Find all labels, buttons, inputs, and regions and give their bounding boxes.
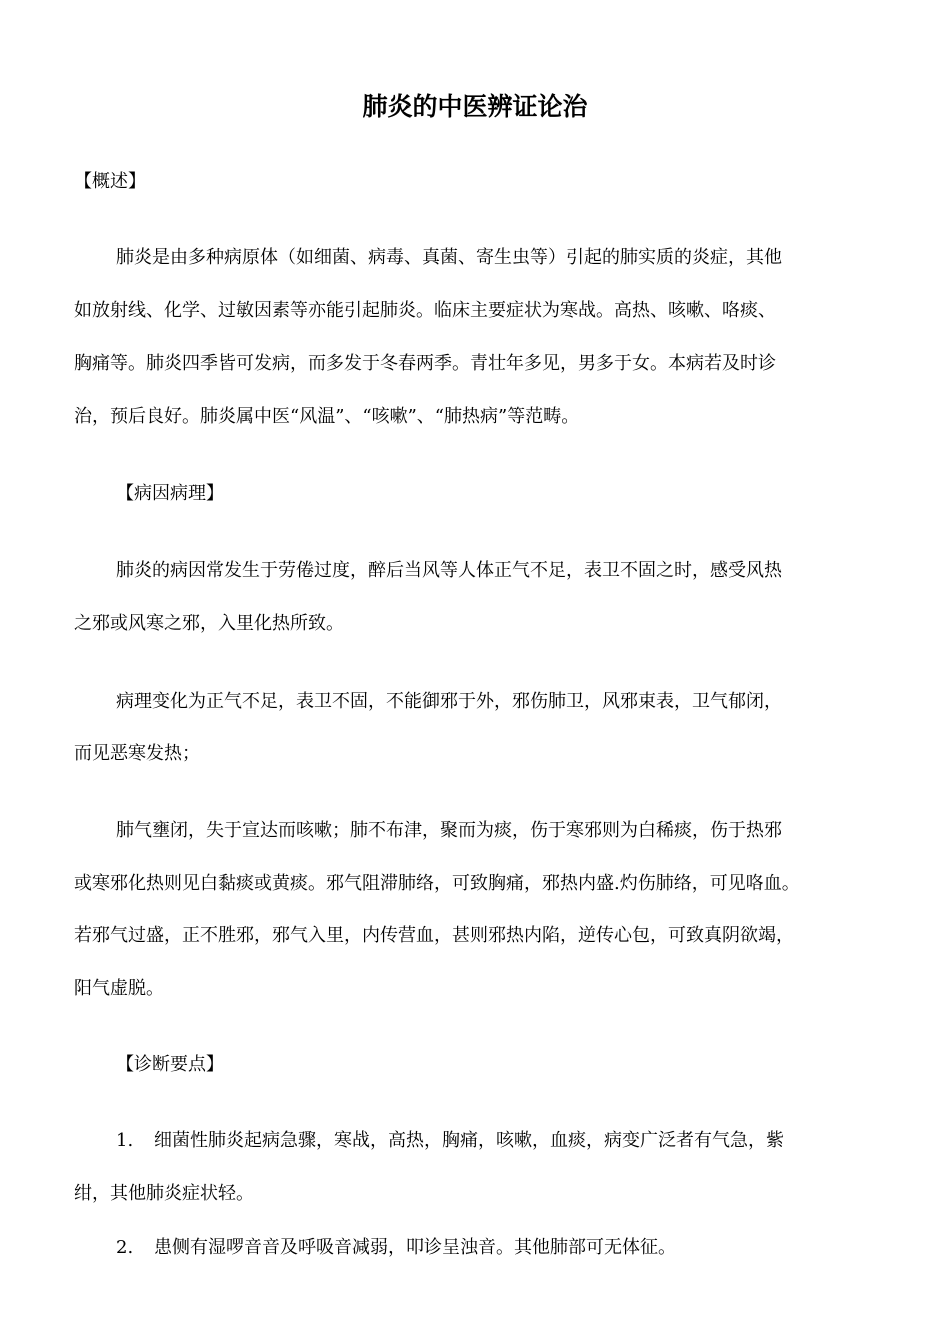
paragraph-line: 胸痛等。肺炎四季皆可发病，而多发于冬春两季。青壮年多见，男多于女。本病若及时诊 — [74, 353, 776, 374]
paragraph-line: 肺炎是由多种病原体（如细菌、病毒、真菌、寄生虫等）引起的肺实质的炎症，其他 — [116, 247, 782, 268]
document-title: 肺炎的中医辨证论治 — [362, 92, 588, 121]
paragraph-line: 之邪或风寒之邪，入里化热所致。 — [74, 613, 344, 634]
paragraph-line: 治，预后良好。肺炎属中医“风温”、“咳嗽”、“肺热病”等范畴。 — [74, 406, 580, 427]
paragraph-line: 若邪气过盛，正不胜邪，邪气入里，内传营血，甚则邪热内陷，逆传心包，可致真阴欲竭， — [74, 925, 794, 946]
list-item-2 — [116, 1235, 676, 1261]
list-item-number: 1. — [116, 1130, 134, 1151]
list-item-number: 2. — [116, 1237, 134, 1258]
paragraph-line: 病理变化为正气不足，表卫不固，不能御邪于外，邪伤肺卫，风邪束表，卫气郁闭， — [116, 691, 782, 712]
paragraph-line: 肺气壅闭，失于宣达而咳嗽；肺不布津，聚而为痰，伤于寒邪则为白稀痰，伤于热邪 — [116, 820, 782, 841]
paragraph-line: 阳气虚脱。 — [74, 978, 164, 999]
section-heading-etiology: 【病因病理】 — [116, 483, 224, 504]
list-item-text: 患侧有湿啰音音及呼吸音减弱，叩诊呈浊音。其他肺部可无体征。 — [154, 1237, 676, 1258]
section-heading-overview: 【概述】 — [74, 171, 146, 192]
paragraph-line: 绀，其他肺炎症状轻。 — [74, 1183, 254, 1204]
paragraph-line: 而见恶寒发热； — [74, 743, 200, 764]
paragraph-line: 或寒邪化热则见白黏痰或黄痰。邪气阻滞肺络，可致胸痛，邪热内盛.灼伤肺络，可见咯血。 — [74, 873, 800, 894]
paragraph-line: 如放射线、化学、过敏因素等亦能引起肺炎。临床主要症状为寒战。高热、咳嗽、咯痰、 — [74, 300, 776, 321]
list-item-1 — [116, 1128, 784, 1154]
paragraph-line: 肺炎的病因常发生于劳倦过度，醉后当风等人体正气不足，表卫不固之时，感受风热 — [116, 560, 782, 581]
list-item-text: 细菌性肺炎起病急骤，寒战，高热，胸痛，咳嗽，血痰，病变广泛者有气急，紫 — [154, 1130, 784, 1151]
section-heading-diagnosis: 【诊断要点】 — [116, 1054, 224, 1075]
